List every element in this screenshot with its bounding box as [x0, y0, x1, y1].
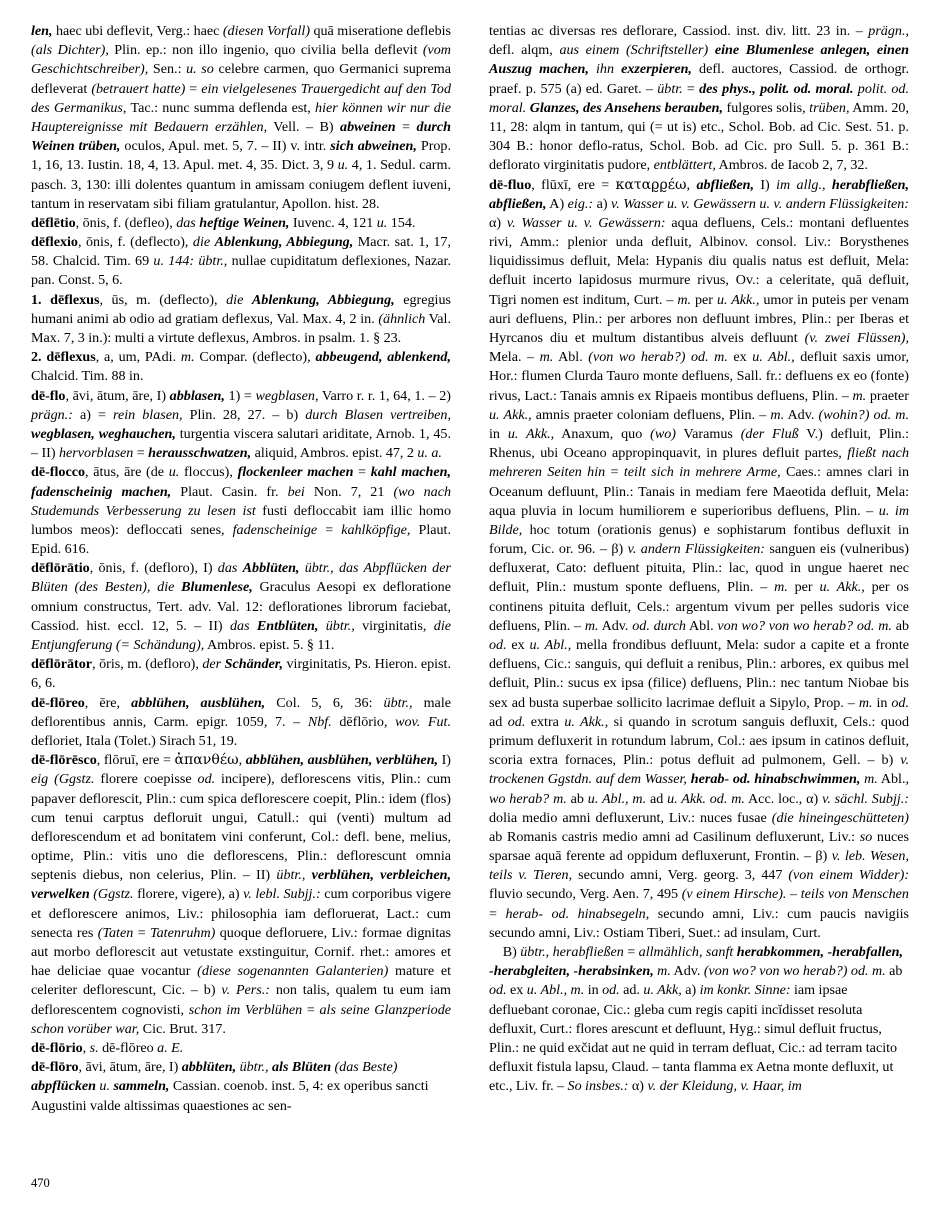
entry-defloro-continued: tentias ac diversas res deflorare, Cassiod. inst. div. litt. 23 in. – prägn., defl. alqm, aus einem (Schriftsteller) eine Blumenlese anlegen, einen Auszug machen, ihn exzerpieren, defl. auctores, Cassiod. de orthogr. praef. p. 575 (a) ed. Garet. – übtr. = des phys., polit. od. moral. polit. od. moral. Glanzes, des Ansehens berauben, fulgores solis, trüben, Amm. 20, 11, 28: alqm in tantum, qui (= ut is) etc., Schol. Bob. ad Cic. Sest. 51. p. 304 B.: honor deflo‑ratus, Schol. Bob. ad Cic. pro Sull. 5. p. 361 B.: deflorato virginitatis pudore, entblättert, Ambros. de Iacob 2, 7, 32. — [489, 23, 909, 174]
right-column — [489, 22, 909, 1116]
entry-de-flocco: dē-flocco, ātus, āre (de u. floccus), flockenleer machen = kahl machen, fadenscheinig machen, Plaut. Casin. fr. bei Non. 7, 21 (wo nach Studemunds Verbesserung zu lesen ist fusti defloccabit iam illic homo lumbos meos): defloccati senes, fadenscheinige = kahlköpfige, Plaut. Epid. 616. — [31, 464, 452, 558]
entry-de-floro: dē-flōro, āvi, ātum, āre, I) abblüten, übtr., als Blüten (das Beste) abpflücken u. sammeln, Cassian. coenob. inst. 5, 4: ex operibus sancti Augustini valde altissimas quaestiones ac sen- — [31, 1059, 429, 1114]
left-column — [31, 22, 451, 1116]
page-number: 470 — [31, 1176, 50, 1190]
entry-de-floresco: dē-flōrēsco, flōruī, ere = ἀπανθέω, abblühen, ausblühen, verblühen, I) eig (Ggstz. florere coepisse od. incipere), deflorescens vitis, Plin.: cum papaver deflorescit, Plin.: cum spica deflorescere coepit, Plin.: idem (flos) cum tenui carptus defloruit ungui, Catull.: qui (venti) multum ad deflorescendum et ad bonitatem vini conferunt, Col.: defl. bene, melius, optime, Plin.: vitis uno die deflorescens, Plin.: deflorescunt omnia septenis diebus, non celerius, Plin. – II) übtr., verblühen, verbleichen, verwelken (Ggstz. florere, vigere), a) v. lebl. Subjj.: cum corporibus vigere et deflorescere animos, Liv.: philosophia iam defloruerat, Lact.: cum senecta res (Taten = Tatenruhm) quoque defloruere, Liv.: formae dignitas aut morbo deflorescit aut vetustate exstinguitur, Cornif. rhet.: amores et hae deliciae quae vocantur (diese sogenannten Galanterien) mature et celeriter deflorescunt, Cic. – b) v. Pers.: non talis, qualem tu eum iam deflorescentem cognovisti, schon im Verblühen = als seine Glanzperiode schon vorüber war, Cic. Brut. 317. — [31, 752, 452, 1037]
entry-deflere-continued: len, haec ubi deflevit, Verg.: haec (diesen Vorfall) quā miseratione deflebis (als Dichter), Plin. ep.: non illo ingenio, quo civilia bella deflevit (vom Geschichtschreiber), Sen.: u. so celebre carmen, quo Germanici suprema defleverat (betrauert hatte) = ein vielgelesenes Trauergedicht auf den Tod des Germanikus, Tac.: nunc summa deflenda est, hier können wir nur die Hauptereignisse mit Bedauern erzählen, Vell. – B) abweinen = durch Weinen trüben, oculos, Apul. met. 5, 7. – II) v. intr. sich abweinen, Prop. 1, 16, 13. Iustin. 18, 4, 13. Apul. met. 4, 35. Dict. 3, 9 u. 4, 1. Sedul. carm. pasch. 3, 130: illi dolentes quantum in amissam coniugem deflent iuveni, tantum in reservatam sibi filiam gratulantur, Apollon. hist. 28. — [31, 23, 452, 212]
entry-defloratio: dēflōrātio, ōnis, f. (defloro), I) das Abblüten, übtr., das Abpflücken der Blüten (des Besten), die Blumenlese, Graculus Aesopi ex defloratione omnium constructus, Tert. adv. Val. 12: deflorationes librorum faciebat, Cassiod. hist. eccl. 12, 5. – II) das Entblüten, übtr., virginitatis, die Entjungferung (= Schändung), Ambros. epist. 5. § 11. — [31, 560, 451, 653]
entry-deflorator: dēflōrātor, ōris, m. (defloro), der Schänder, virginitatis, Ps. Hieron. epist. 6, 6. — [31, 656, 451, 692]
entry-deflexus-1: 1. dēflexus, ūs, m. (deflecto), die Ablenkung, Abbiegung, egregius humani animi ab odio ad gratiam deflexus, Val. Max. 4, 2 in. (ähnlich Val. Max. 7, 3 in.): multi a virtute deflexus, Ambros. in psalm. 1. § 23. — [31, 291, 451, 346]
entry-de-flo: dē-flo, āvi, ātum, āre, I) abblasen, 1) = wegblasen, Varro r. r. 1, 64, 1. – 2) prägn.: a) = rein blasen, Plin. 28, 27. – b) durch Blasen vertreiben, wegblasen, weghauchen, turgentia viscera salutari ariditate, Arnob. 1, 45. – II) hervorblasen = herausschwatzen, aliquid, Ambros. epist. 47, 2 u. a. — [31, 387, 451, 462]
entry-de-florio: dē-flōrio, s. dē-flōreo a. E. — [31, 1039, 184, 1056]
entry-de-fluo-section-b: B) übtr., herabfließen = allmählich, sanft herabkommen, -herabfallen, -herabgleiten, -herabsinken, m. Adv. (von wo? von wo herab?) od. m. ab od. ex u. Abl., m. in od. ad. u. Akk, a) im konkr. Sinne: iam ipsae defluebant coronae, Cic.: gleba cum regis capiti incĭdisset resoluta defluxit, Curt.: flores arescunt et defluunt, Hyg.: simul defluit fructus, Plin.: ne quid exčidat aut ne quid in terram defluat, Cic.: ad terram tacito defluxit fistula lapsu, Claud. – tanta flamma ex Aetna monte defluxit, ut etc., Liv. fr. – So insbes.: α) v. der Kleidung, v. Haar, im — [489, 944, 904, 1095]
entry-deflexio: dēflexio, ōnis, f. (deflecto), die Ablenkung, Abbiegung, Macr. sat. 1, 17, 58. Chalcid. Tim. 69 u. 144: übtr., nullae cupiditatum deflexiones, Nazar. pan. Const. 5, 6. — [31, 234, 451, 289]
entry-defletio: dēflētio, ōnis, f. (defleo), das heftige Weinen, Iuvenc. 4, 121 u. 154. — [31, 214, 416, 231]
entry-de-floreo: dē-flōreo, ēre, abblühen, ausblühen, Col. 5, 6, 36: übtr., male deflorentibus annis, Carm. epigr. 1059, 7. – Nbf. dēflōrio, wov. Fut. defloriet, Itala (Tolet.) Sirach 51, 19. — [31, 694, 451, 749]
page-columns — [31, 22, 909, 1116]
entry-deflexus-2: 2. dēflexus, a, um, PAdi. m. Compar. (deflecto), abbeugend, ablenkend, Chalcid. Tim. 88 in. — [31, 349, 452, 385]
entry-de-fluo: dē-fluo, flūxī, ere = καταρ̮ρ̮έω, abfließen, I) im allg., herabfließen, abfließen, A) eig.: a) v. Wasser u. v. Gewässern u. v. andern Flüssigkeiten: α) v. Wasser u. v. Gewässern: aqua defluens, Cels.: montani defluentes rivi, Amm.: plenior unda defluit, Albinov. consol. Liv.: Borysthenes liquidissimus defluit, Mela: Hypanis diu qualis natus est defluit, Mela: defluit incerto lapidosus murmure rivus, Ov.: a celeritate, quā defluit, Tigri nomen est inditum, Curt. – m. per u. Akk., umor in puteis per venam auri defluens, Plin.: per arbores non defluunt imbres, Plin.: per Iberas et Hyrcanos diu et multum distantibus alveis defluunt (v. zwei Flüssen), Mela. – m. Abl. (von wo herab?) od. m. ex u. Abl., defluit saxis umor, Hor.: flumen Clurda Tauro monte defluens, Sall. fr.: defluens ex eo (fonte) rivus, Lact.: Tanais amnis ex Ripaeis montibus defluens, Plin. – m. praeter u. Akk., amnis praeter coloniam defluens, Plin. – m. Adv. (wohin?) od. m. in u. Akk., Anaxum, quo (wo) Varamus (der Fluß V.) defluit, Plin.: Rhenus, ubi Oceano appropinquavit, in plures defluit partes, fließt nach mehreren Seiten hin = teilt sich in mehrere Arme, Caes.: amnes clari in Oceanum defluunt, Plin.: Tanais in mediam fere Maeotida defluit, Mela: aqua pluvia in locum humiliorem e superioribus defluens, Plin. – u. im Bilde, hoc totum (orationis genus) e sophistarum fontibus defluxit in forum, Cic. or. 96. – β) v. andern Flüssigkeiten: sanguen eis (vulneribus) defluxerat, Cato: defluent pituita, Plin.: lac, quod in ungue haeret nec defluit, Plin.: mustum sponte defluens, Plin. – m. per u. Akk., per os continens pituita defluit, Cels.: argentum vivum per pelles sudoris vice defluens, Plin. – m. Adv. od. durch Abl. von wo? von wo herab? od. m. ab od. ex u. Abl., mella frondibus defluunt, Mela: sudor a capite et a fronte defluens, Cic.: sanguis, qui defluit a renibus, Plin.: arbores, ex quibus mel defluit, Plin.: sucus ex ipsa (filice) defluens, Plin.: nec tantum Niobae bis sex ad busta superbae sollicito lacrimae defluit a Sipylo, Prop. – m. in od. ad od. extra u. Akk., si quando in scrotum sanguis defluxit, Cels.: quod primum defluxerit in rotundum labrum, Col.: aes ipsum in catinos defluit, scoria extra fornaces, Plin.: potus defluit ad pulmonem, Gell. – b) v. trockenen Ggstdn. auf dem Wasser, herab- od. hinabschwimmen, m. Abl., wo herab? m. ab u. Abl., m. ad u. Akk. od. m. Acc. loc., α) v. sächl. Subjj.: dolia medio amni defluxerunt, Liv.: nuces fusae (die hineingeschütteten) ab Romanis castris medio amni ad Casilinum defluxerunt, Liv.: so nuces sparsae aquā ferente ad oppidum defluxerunt, Frontin. – β) v. leb. Wesen, teils v. Tieren, secundo amni, Verg. georg. 3, 447 (von einem Widder): fluvio secundo, Verg. Aen. 7, 495 (v einem Hirsche). – teils von Menschen = herab- od. hinabsegeln, secundo amni, Liv.: cum paucis navigiis secundo amni, Liv.: Ostiam Tiberi, Suet.: ad insulam, Curt. — [489, 176, 910, 941]
